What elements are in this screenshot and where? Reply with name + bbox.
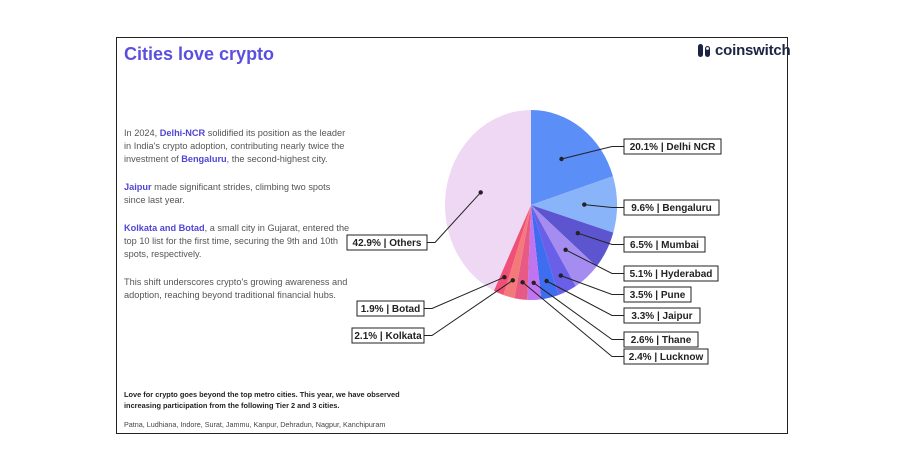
data-label-lucknow: 2.4% | Lucknow bbox=[628, 352, 704, 363]
data-label-delhi-ncr: 20.1% | Delhi NCR bbox=[629, 142, 716, 153]
leader-line bbox=[424, 277, 504, 308]
leader-dot bbox=[479, 190, 483, 194]
data-label-bengaluru: 9.6% | Bengaluru bbox=[631, 203, 712, 214]
paragraph-jaipur: Jaipur made significant strides, climbing two spots since last year. bbox=[124, 182, 331, 205]
leader-dot bbox=[532, 281, 536, 285]
data-label-thane: 2.6% | Thane bbox=[630, 335, 692, 346]
highlight-kolkata-botad: Kolkata and Botad bbox=[124, 223, 205, 233]
footer-cities: Patna, Ludhiana, Indore, Surat, Jammu, Kanpur, Dehradun, Nagpur, Kanchipuram bbox=[124, 420, 386, 429]
highlight-jaipur: Jaipur bbox=[124, 182, 152, 192]
page-title: Cities love crypto bbox=[124, 44, 275, 64]
data-label-pune: 3.5% | Pune bbox=[629, 290, 686, 301]
data-label-others: 42.9% | Others bbox=[352, 238, 422, 249]
leader-dot bbox=[559, 157, 563, 161]
leader-dot bbox=[544, 279, 548, 283]
leader-dot bbox=[511, 278, 515, 282]
data-label-jaipur: 3.3% | Jaipur bbox=[631, 311, 693, 322]
highlight-delhi: Delhi-NCR bbox=[159, 128, 206, 138]
leader-dot bbox=[576, 231, 580, 235]
data-label-hyderabad: 5.1% | Hyderabad bbox=[629, 269, 713, 280]
footer-note: Love for crypto goes beyond the top metro cities. This year, we have observed increasing participation from the following Tier 2 and 3 cities. bbox=[124, 390, 400, 410]
leader-dot bbox=[559, 273, 563, 277]
data-label-botad: 1.9% | Botad bbox=[360, 304, 421, 315]
data-label-mumbai: 6.5% | Mumbai bbox=[630, 240, 699, 251]
paragraph-delhi: In 2024, Delhi-NCR solidified its position as the leader in India's crypto adoption, contributing nearly twice the investment of Bengaluru, the second-highest city. bbox=[124, 128, 346, 164]
paragraph-shift: This shift underscores crypto's growing awareness and adoption, reaching beyond traditional financial hubs. bbox=[124, 277, 348, 300]
highlight-bengaluru: Bengaluru bbox=[181, 154, 227, 164]
data-label-kolkata: 2.1% | Kolkata bbox=[354, 331, 422, 342]
paragraph-kolkata-botad: Kolkata and Botad, a small city in Gujarat, entered the top 10 list for the first time, securing the 9th and 10th spots, respectively. bbox=[124, 223, 350, 259]
brand-name: coinswitch bbox=[715, 42, 791, 59]
leader-dot bbox=[563, 248, 567, 252]
leader-dot bbox=[520, 280, 524, 284]
leader-dot bbox=[502, 275, 506, 279]
leader-dot bbox=[582, 202, 586, 206]
